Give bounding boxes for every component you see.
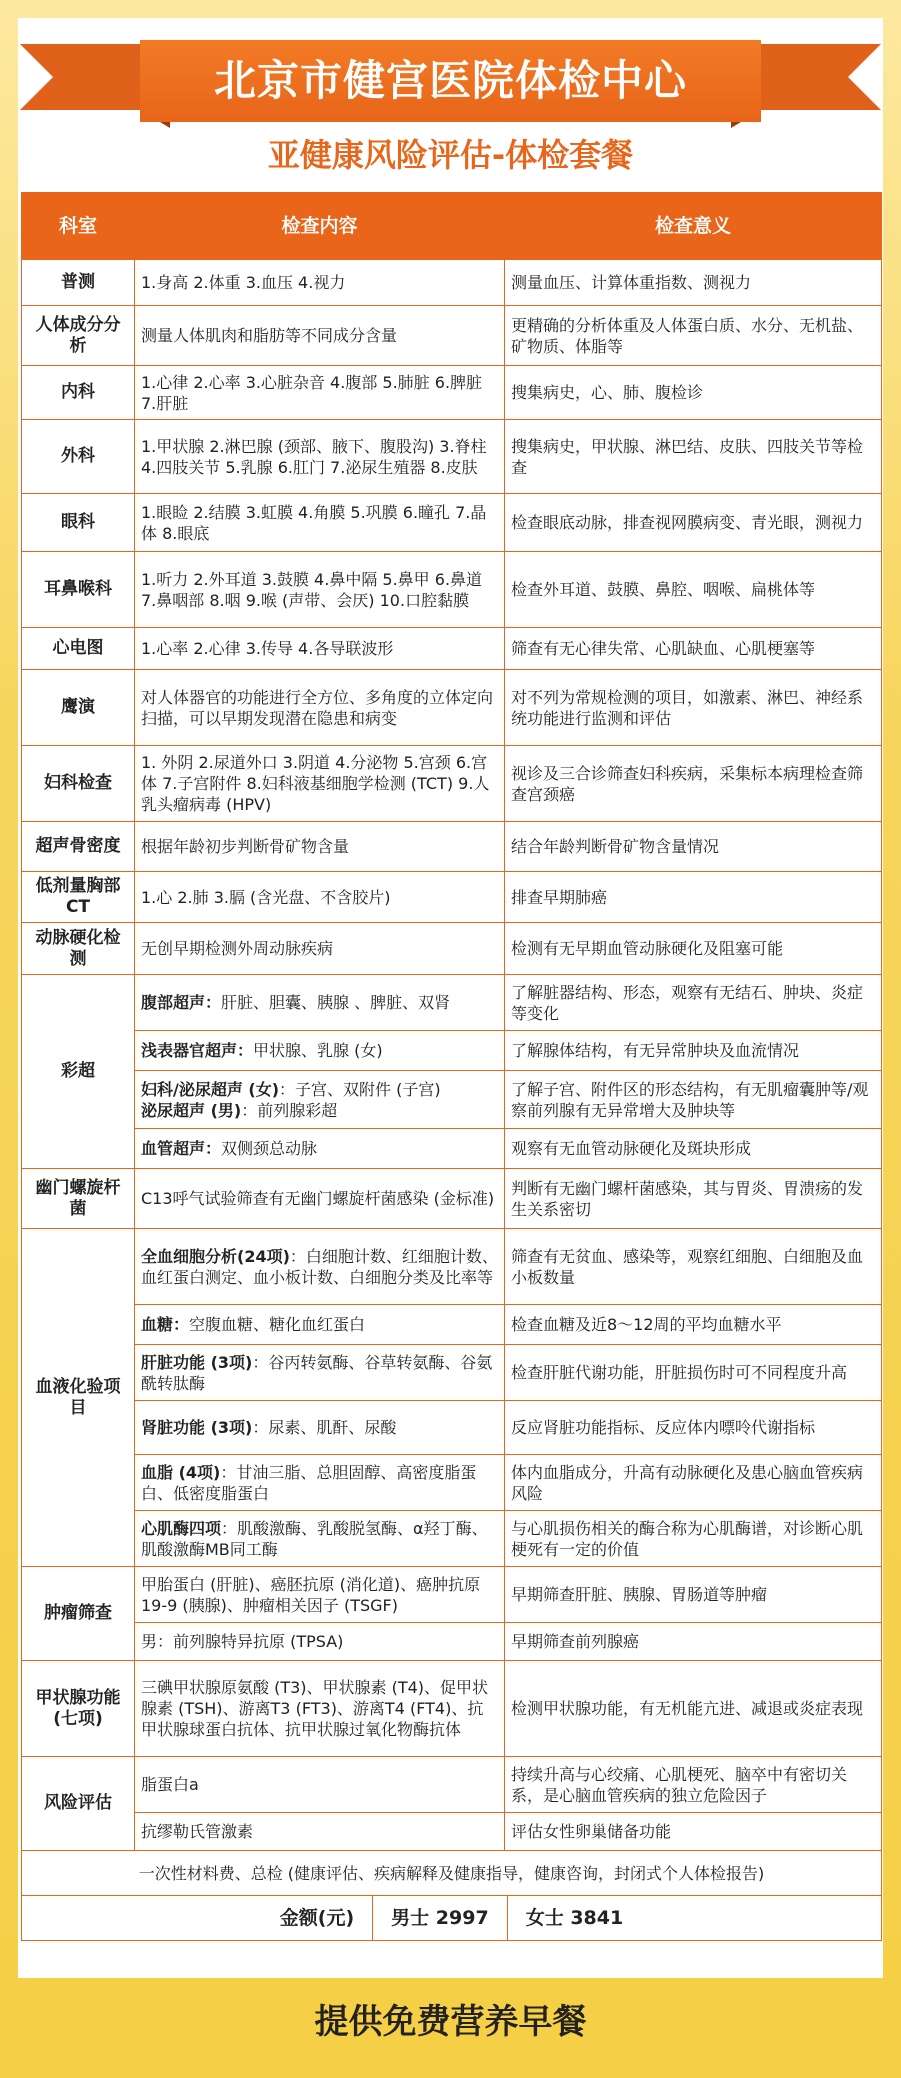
meaning-cell: 了解脏器结构、形态，观察有无结石、肿块、炎症等变化: [505, 975, 882, 1031]
item-text: ：子宫、双附件 (子宫): [279, 1079, 441, 1099]
dept-cell: 外科: [22, 420, 135, 494]
meaning-cell: 与心肌损伤相关的酶合称为心肌酶谱，对诊断心肌梗死有一定的价值: [505, 1511, 882, 1567]
fee-row: [22, 1851, 882, 1896]
content-cell: 测量人体肌肉和脂肪等不同成分含量: [135, 306, 505, 366]
content-cell: 1.心率 2.心律 3.传导 4.各导联波形: [135, 628, 505, 670]
table-row: [22, 1757, 882, 1813]
table-row: [22, 1455, 882, 1511]
dept-cell: 鹰演: [22, 670, 135, 746]
table-row: [22, 1401, 882, 1455]
price-box: [22, 1896, 881, 1940]
content-cell: 无创早期检测外周动脉疾病: [135, 923, 505, 975]
female-label: 女士: [525, 1907, 564, 1929]
meaning-cell: 对不列为常规检测的项目，如激素、淋巴、神经系统功能进行监测和评估: [505, 670, 882, 746]
content-cell: [135, 1455, 505, 1511]
item-label: 腹部超声：: [141, 993, 222, 1012]
meaning-cell: 持续升高与心绞痛、心肌梗死、脑卒中有密切关系，是心脑血管疾病的独立危险因子: [505, 1757, 882, 1813]
dept-cell: 妇科检查: [22, 746, 135, 822]
meaning-cell: 检查外耳道、鼓膜、鼻腔、咽喉、扁桃体等: [505, 552, 882, 628]
table-row: [22, 1345, 882, 1401]
content-cell: C13呼气试验筛查有无幽门螺旋杆菌感染 (金标准): [135, 1169, 505, 1229]
meaning-cell: 排查早期肺癌: [505, 872, 882, 923]
meaning-cell: 检测甲状腺功能，有无机能亢进、减退或炎症表现: [505, 1661, 882, 1757]
item-label: 肾脏功能 (3项): [141, 1418, 253, 1437]
table-row: [22, 746, 882, 822]
content-cell: [135, 1305, 505, 1345]
meaning-cell: 体内血脂成分，升高有动脉硬化及患心脑血管疾病风险: [505, 1455, 882, 1511]
meaning-cell: 评估女性卵巢储备功能: [505, 1813, 882, 1851]
male-label: 男士: [391, 1907, 430, 1929]
content-cell: 对人体器官的功能进行全方位、多角度的立体定向扫描，可以早期发现潜在隐患和病变: [135, 670, 505, 746]
meaning-cell: 检查眼底动脉，排查视网膜病变、青光眼，测视力: [505, 494, 882, 552]
item-label: 妇科/泌尿超声 (女): [141, 1079, 280, 1099]
price-cell: [22, 1896, 882, 1941]
content-cell: 脂蛋白a: [135, 1757, 505, 1813]
price-row: [22, 1896, 882, 1941]
table-row: [22, 1169, 882, 1229]
dept-cell: 耳鼻喉科: [22, 552, 135, 628]
item-text: ：尿素、肌酐、尿酸: [252, 1418, 397, 1437]
content-cell: [135, 1229, 505, 1305]
table-row: [22, 1229, 882, 1305]
table-row: [22, 420, 882, 494]
meaning-cell: 结合年龄判断骨矿物含量情况: [505, 822, 882, 872]
header-dept: 科室: [22, 193, 135, 260]
dept-cell: 肿瘤筛查: [22, 1567, 135, 1661]
content-cell: 1.身高 2.体重 3.血压 4.视力: [135, 260, 505, 306]
content-cell: [135, 1071, 505, 1129]
price-female: [507, 1896, 642, 1940]
dept-cell: 动脉硬化检测: [22, 923, 135, 975]
dept-cell: 甲状腺功能 (七项): [22, 1661, 135, 1757]
meaning-cell: 早期筛查前列腺癌: [505, 1623, 882, 1661]
table-row: [22, 670, 882, 746]
table-row: [22, 1567, 882, 1623]
exam-package-table: [21, 192, 882, 1941]
meaning-cell: 检查肝脏代谢功能，肝脏损伤时可不同程度升高: [505, 1345, 882, 1401]
meaning-cell: 了解腺体结构，有无异常肿块及血流情况: [505, 1031, 882, 1071]
item-text: ：甘油三脂、总胆固醇、高密度脂蛋白、低密度脂蛋白: [141, 1462, 477, 1503]
content-cell: 根据年龄初步判断骨矿物含量: [135, 822, 505, 872]
dept-cell: 心电图: [22, 628, 135, 670]
table-header-row: [22, 193, 882, 260]
item-text: ：前列腺彩超: [241, 1100, 338, 1120]
content-cell: [135, 1401, 505, 1455]
table-row: [22, 628, 882, 670]
table-row: [22, 975, 882, 1031]
table-row: [22, 260, 882, 306]
meaning-cell: 检测有无早期血管动脉硬化及阻塞可能: [505, 923, 882, 975]
content-cell: 三碘甲状腺原氨酸 (T3)、甲状腺素 (T4)、促甲状腺素 (TSH)、游离T3 (FT3)、游离T4 (FT4)、抗甲状腺球蛋白抗体、抗甲状腺过氧化物酶抗体: [135, 1661, 505, 1757]
table-row: [22, 494, 882, 552]
male-price: 2997: [435, 1907, 489, 1929]
dept-cell: 血液化验项目: [22, 1229, 135, 1567]
dept-cell: 低剂量胸部CT: [22, 872, 135, 923]
table-row: [22, 872, 882, 923]
meaning-cell: 反应肾脏功能指标、反应体内嘌呤代谢指标: [505, 1401, 882, 1455]
header-content: 检查内容: [135, 193, 505, 260]
item-label: 肝脏功能 (3项): [141, 1352, 253, 1372]
meaning-cell: 判断有无幽门螺杆菌感染，其与胃炎、胃溃疡的发生关系密切: [505, 1169, 882, 1229]
content-cell: 1. 外阴 2.尿道外口 3.阴道 4.分泌物 5.宫颈 6.宫体 7.子宫附件 8.妇科液基细胞学检测 (TCT) 9.人乳头瘤病毒 (HPV): [135, 746, 505, 822]
item-text: 双侧颈总动脉: [221, 1139, 318, 1158]
content-cell: 1.甲状腺 2.淋巴腺 (颈部、腋下、腹股沟) 3.脊柱 4.四肢关节 5.乳腺 6.肛门 7.泌尿生殖器 8.皮肤: [135, 420, 505, 494]
table-row: [22, 1305, 882, 1345]
item-text: 肝脏、胆囊、胰腺 、脾脏、双肾: [221, 993, 451, 1012]
item-label: 全血细胞分析(24项): [141, 1246, 290, 1266]
meaning-cell: 早期筛查肝脏、胰腺、胃肠道等肿瘤: [505, 1567, 882, 1623]
table-row: [22, 822, 882, 872]
meaning-cell: 了解子宫、附件区的形态结构，有无肌瘤囊肿等/观察前列腺有无异常增大及肿块等: [505, 1071, 882, 1129]
content-cell: [135, 1129, 505, 1169]
table-row: [22, 366, 882, 420]
meaning-cell: 筛查有无贫血、感染等，观察红细胞、白细胞及血小板数量: [505, 1229, 882, 1305]
content-cell: [135, 1031, 505, 1071]
item-label: 血管超声：: [141, 1139, 222, 1158]
page-title: 北京市健宫医院体检中心: [140, 40, 761, 122]
dept-cell: 内科: [22, 366, 135, 420]
table-row: [22, 923, 882, 975]
price-male: [372, 1896, 507, 1940]
item-label: 泌尿超声 (男): [141, 1100, 242, 1120]
item-label: 心肌酶四项: [141, 1518, 222, 1538]
dept-cell: 人体成分分析: [22, 306, 135, 366]
female-price: 3841: [570, 1907, 624, 1929]
content-cell: 甲胎蛋白 (肝脏)、癌胚抗原 (消化道)、癌肿抗原19-9 (胰腺)、肿瘤相关因子 (TSGF): [135, 1567, 505, 1623]
item-text: ：白细胞计数、红细胞计数、血红蛋白测定、血小板计数、白细胞分类及比率等: [141, 1246, 498, 1287]
item-label: 浅表器官超声：: [141, 1041, 254, 1060]
table-row: [22, 1031, 882, 1071]
table-row: [22, 1511, 882, 1567]
item-text: 甲状腺、乳腺 (女): [253, 1041, 383, 1060]
table-row: [22, 1813, 882, 1851]
table-row: [22, 1623, 882, 1661]
dept-cell: 眼科: [22, 494, 135, 552]
free-breakfast-banner: 提供免费营养早餐: [314, 2002, 587, 2042]
meaning-cell: 更精确的分析体重及人体蛋白质、水分、无机盐、矿物质、体脂等: [505, 306, 882, 366]
dept-cell: 超声骨密度: [22, 822, 135, 872]
meaning-cell: 测量血压、计算体重指数、测视力: [505, 260, 882, 306]
meaning-cell: 检查血糖及近8～12周的平均血糖水平: [505, 1305, 882, 1345]
dept-cell: 彩超: [22, 975, 135, 1169]
content-cell: 1.听力 2.外耳道 3.鼓膜 4.鼻中隔 5.鼻甲 6.鼻道 7.鼻咽部 8.咽 9.喉 (声带、会厌) 10.口腔黏膜: [135, 552, 505, 628]
table-row: [22, 1129, 882, 1169]
item-label: 血糖：: [141, 1315, 190, 1334]
table-row: [22, 1071, 882, 1129]
header-meaning: 检查意义: [505, 193, 882, 260]
item-text: ：谷丙转氨酶、谷草转氨酶、谷氨酰转肽酶: [141, 1352, 493, 1393]
table-row: [22, 552, 882, 628]
meaning-cell: 搜集病史，甲状腺、淋巴结、皮肤、四肢关节等检查: [505, 420, 882, 494]
item-text: 空腹血糖、糖化血红蛋白: [189, 1315, 366, 1334]
content-cell: 1.心律 2.心率 3.心脏杂音 4.腹部 5.肺脏 6.脾脏 7.肝脏: [135, 366, 505, 420]
dept-cell: 普测: [22, 260, 135, 306]
table-row: [22, 306, 882, 366]
content-cell: 男：前列腺特异抗原 (TPSA): [135, 1623, 505, 1661]
dept-cell: 幽门螺旋杆菌: [22, 1169, 135, 1229]
fee-note: 一次性材料费、总检 (健康评估、疾病解释及健康指导，健康咨询，封闭式个人体检报告): [22, 1851, 882, 1896]
table-row: [22, 1661, 882, 1757]
price-label: 金额(元): [279, 1907, 355, 1929]
item-label: 血脂 (4项): [141, 1462, 221, 1482]
content-cell: [135, 1345, 505, 1401]
meaning-cell: 视诊及三合诊筛查妇科疾病，采集标本病理检查筛查宫颈癌: [505, 746, 882, 822]
content-cell: 1.心 2.肺 3.膈 (含光盘、不含胶片): [135, 872, 505, 923]
meaning-cell: 筛查有无心律失常、心肌缺血、心肌梗塞等: [505, 628, 882, 670]
content-cell: [135, 1511, 505, 1567]
content-cell: 1.眼睑 2.结膜 3.虹膜 4.角膜 5.巩膜 6.瞳孔 7.晶体 8.眼底: [135, 494, 505, 552]
content-cell: [135, 975, 505, 1031]
meaning-cell: 观察有无血管动脉硬化及斑块形成: [505, 1129, 882, 1169]
dept-cell: 风险评估: [22, 1757, 135, 1851]
item-text: ：肌酸激酶、乳酸脱氢酶、α羟丁酶、肌酸激酶MB同工酶: [141, 1518, 488, 1559]
page-subtitle: 亚健康风险评估-体检套餐: [267, 136, 634, 174]
meaning-cell: 搜集病史，心、肺、腹检诊: [505, 366, 882, 420]
content-cell: 抗缪勒氏管激素: [135, 1813, 505, 1851]
